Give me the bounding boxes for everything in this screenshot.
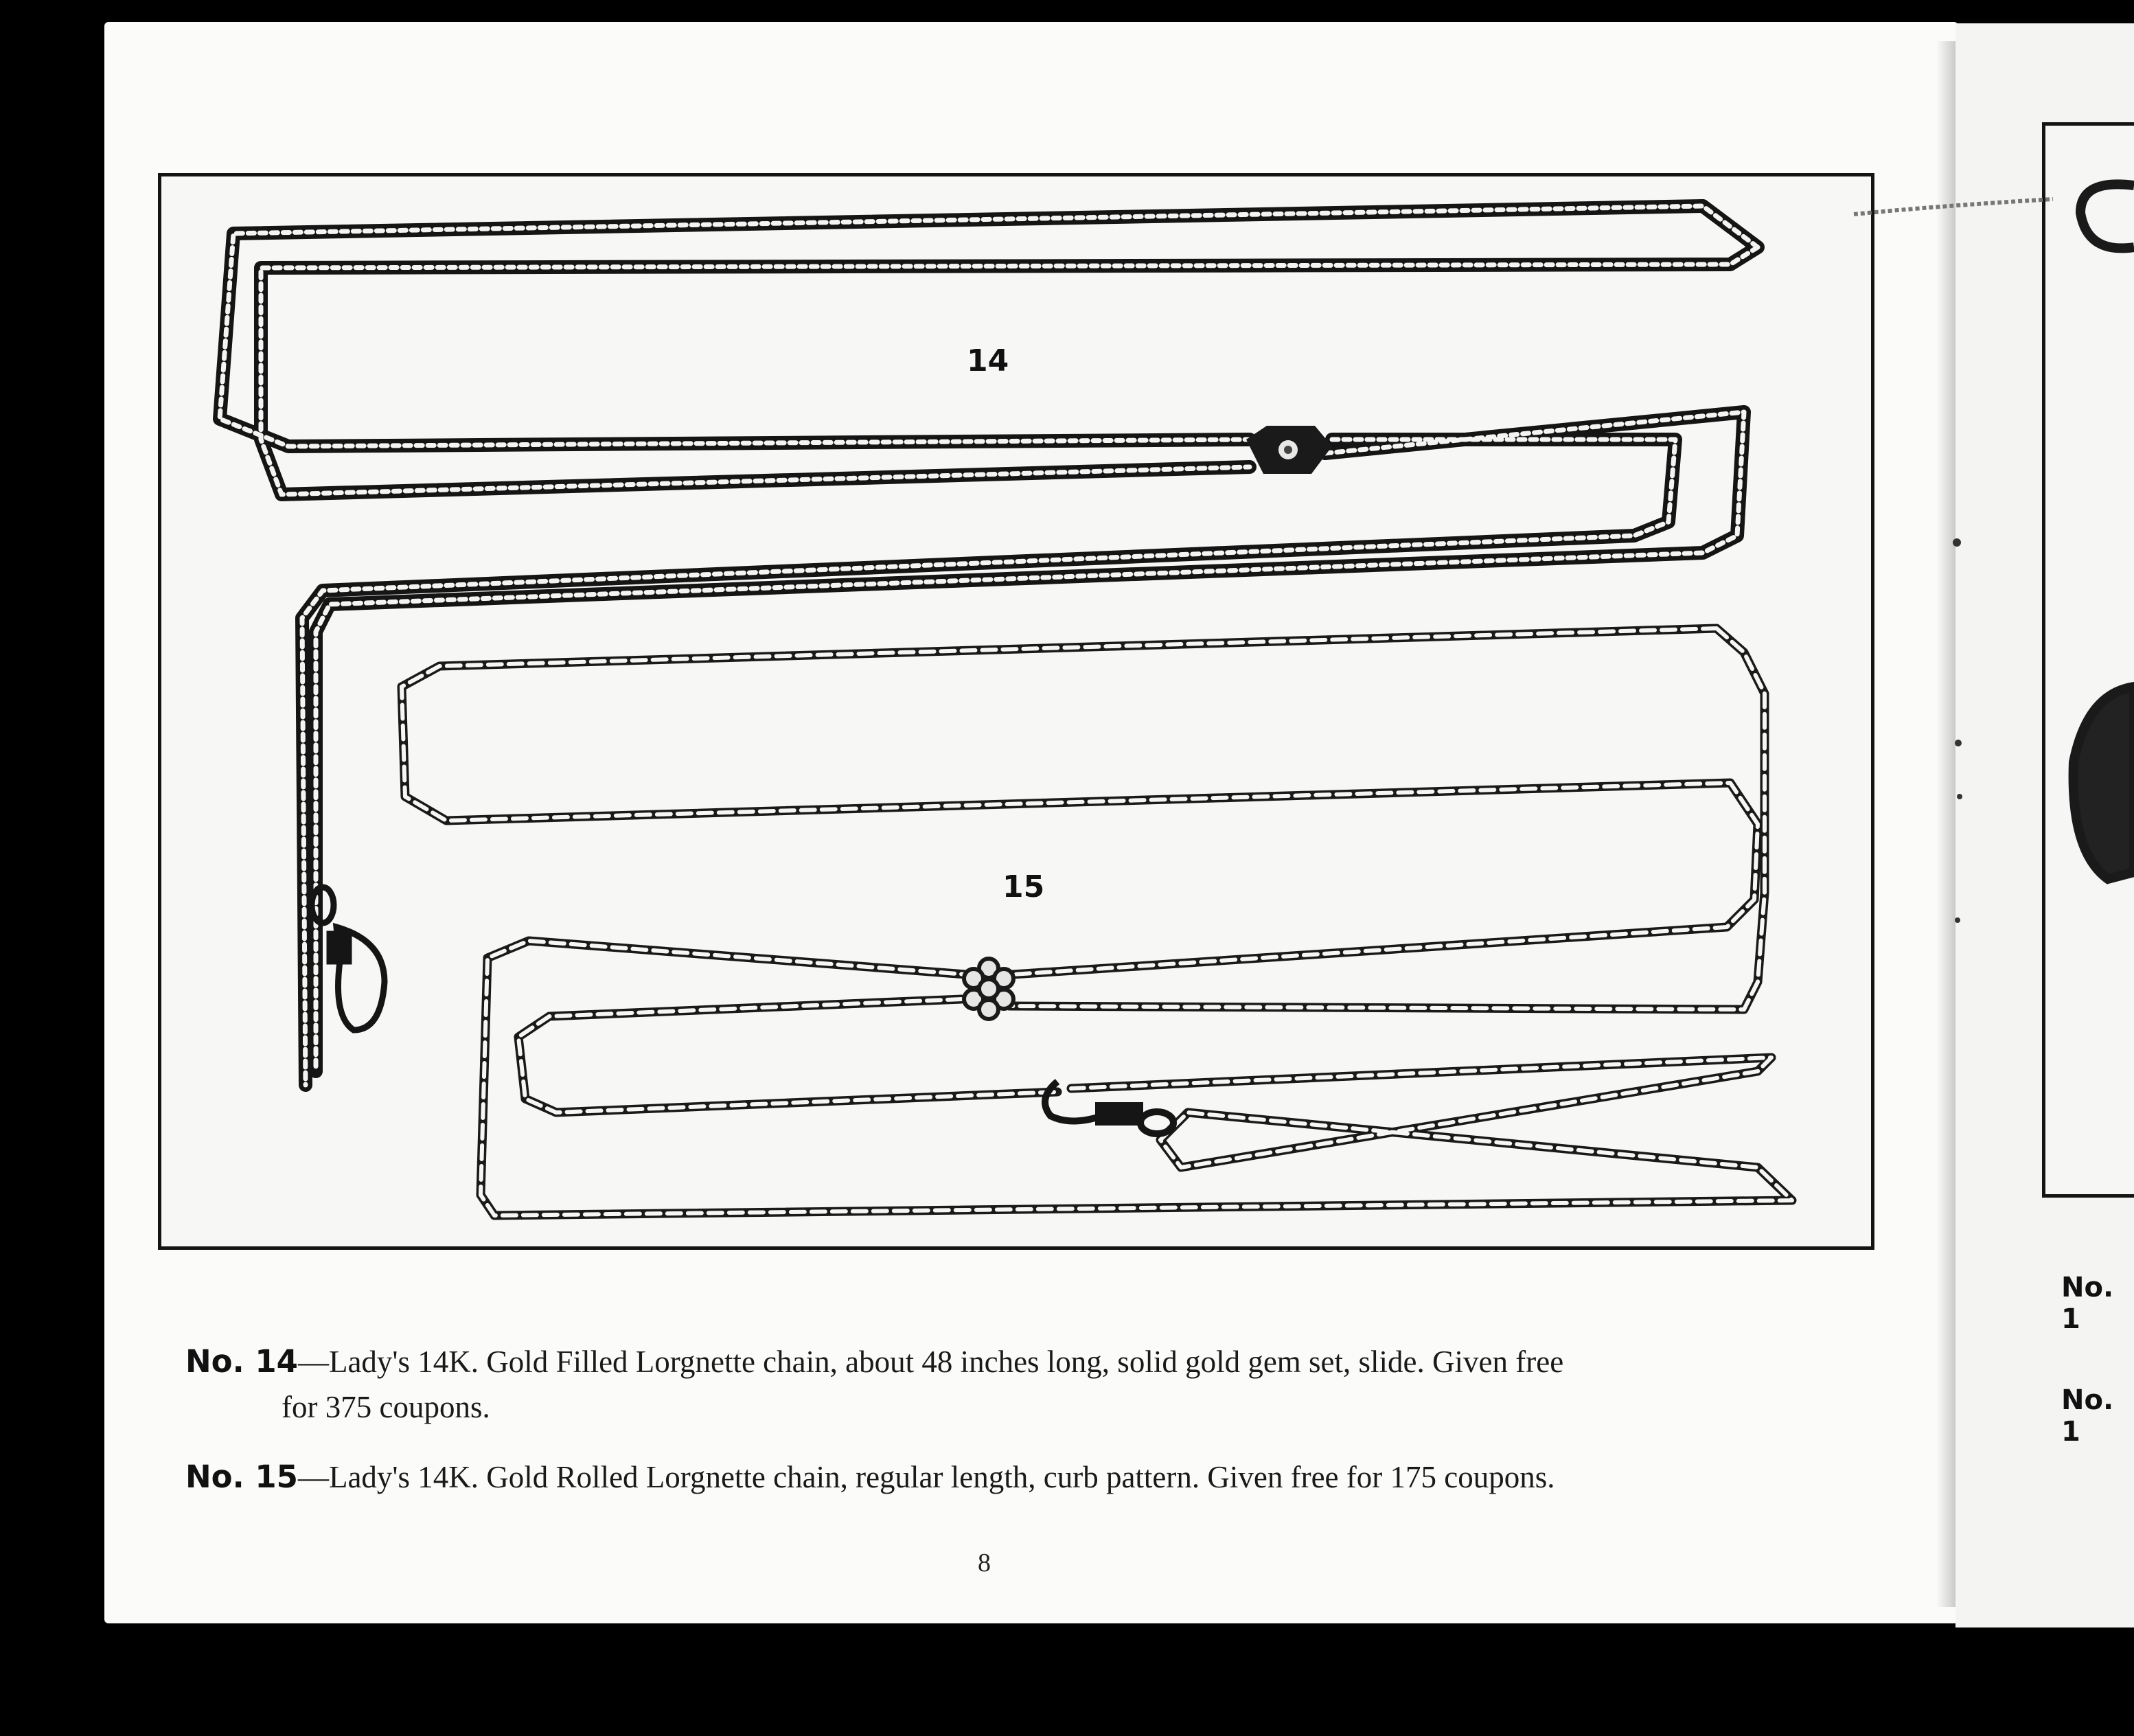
gem-slide-14 <box>1246 426 1332 474</box>
caption-14-text-continued: for 375 coupons. <box>282 1390 490 1424</box>
caption-15-text: —Lady's 14K. Gold Rolled Lorgnette chain, regular length, curb pattern. Given free for 175 coupons. <box>297 1460 1555 1494</box>
facing-page-caption-b: No. 1 <box>2061 1384 2114 1448</box>
caption-15-label: No. 15 <box>185 1459 298 1495</box>
scan-specks <box>1953 538 1962 923</box>
caption-item-14 <box>185 1339 1861 1430</box>
facing-page-art <box>1854 184 2134 879</box>
figure-14-label: 14 <box>967 343 1009 378</box>
caption-item-15 <box>185 1454 1861 1500</box>
caption-14-text: —Lady's 14K. Gold Filled Lorgnette chain, about 48 inches long, solid gold gem set, slide. Given free <box>297 1345 1564 1379</box>
facing-page-caption-a: No. 1 <box>2061 1272 2114 1335</box>
page-number: 8 <box>978 1549 991 1577</box>
rosette-slide-15 <box>964 959 1013 1019</box>
chain-15 <box>402 628 1792 1215</box>
caption-14-label: No. 14 <box>185 1343 298 1380</box>
figure-15-label: 15 <box>1002 869 1045 904</box>
